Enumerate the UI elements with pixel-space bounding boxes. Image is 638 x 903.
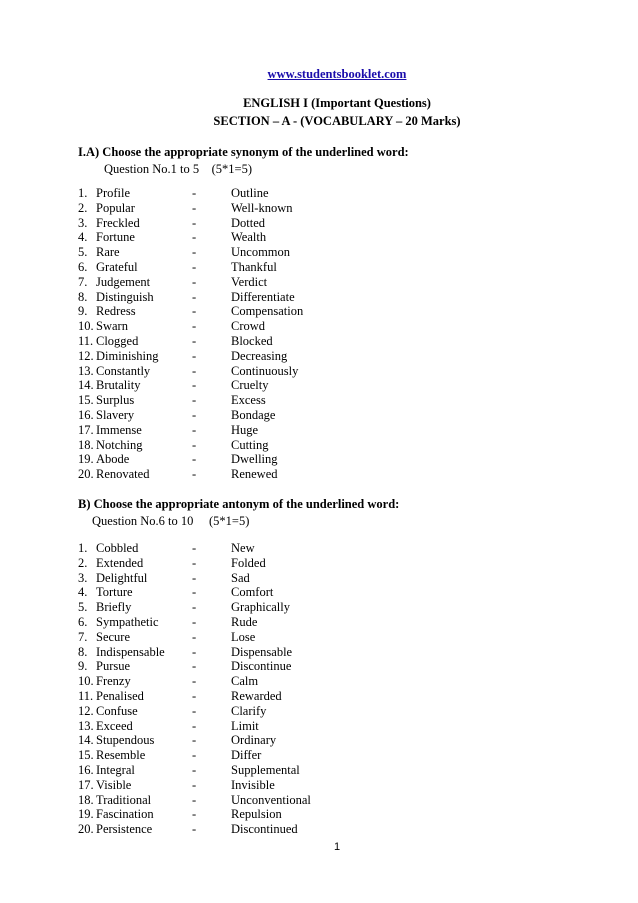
item-number: 5.: [78, 245, 88, 260]
item-separator: -: [192, 762, 197, 777]
list-item: [78, 349, 378, 364]
item-number: 8.: [78, 644, 88, 659]
item-answer: Ordinary: [231, 733, 277, 748]
item-number: 8.: [78, 289, 88, 304]
item-number: 10.: [78, 674, 94, 689]
list-item: [78, 245, 378, 260]
item-separator: -: [192, 600, 197, 615]
section-title: SECTION – A - (VOCABULARY – 20 Marks): [213, 114, 461, 128]
item-separator: -: [192, 614, 197, 629]
item-separator: -: [192, 304, 197, 319]
item-separator: -: [192, 629, 197, 644]
item-separator: -: [192, 555, 197, 570]
item-number: 12.: [78, 348, 94, 363]
item-number: 12.: [78, 703, 94, 718]
item-separator: -: [192, 777, 197, 792]
item-separator: -: [192, 570, 197, 585]
list-item: [78, 748, 378, 763]
item-number: 2.: [78, 555, 88, 570]
list-item: [78, 630, 378, 645]
item-word: Constantly: [96, 363, 151, 378]
item-separator: -: [192, 467, 197, 482]
item-word: Stupendous: [96, 733, 155, 748]
item-answer: Decreasing: [231, 348, 288, 363]
item-answer: Dispensable: [231, 644, 293, 659]
item-word: Penalised: [96, 688, 144, 703]
list-item: [78, 304, 378, 319]
list-item: [78, 378, 378, 393]
item-number: 13.: [78, 363, 94, 378]
item-number: 14.: [78, 733, 94, 748]
item-answer: Folded: [231, 555, 266, 570]
item-word: Torture: [96, 585, 133, 600]
item-separator: -: [192, 688, 197, 703]
item-number: 6.: [78, 614, 88, 629]
list-item: [78, 704, 378, 719]
item-separator: -: [192, 393, 197, 408]
synonym-list: [78, 186, 378, 482]
item-word: Redress: [96, 304, 136, 319]
item-number: 1.: [78, 186, 88, 200]
list-item: [78, 438, 378, 453]
item-answer: Comfort: [231, 585, 274, 600]
item-word: Resemble: [96, 748, 146, 763]
item-word: Profile: [96, 186, 131, 200]
antonym-list: [78, 541, 378, 837]
antonym-heading: B) Choose the appropriate antonym of the underlined word:: [78, 497, 400, 511]
item-separator: -: [192, 200, 197, 215]
item-answer: Supplemental: [231, 762, 300, 777]
item-word: Abode: [96, 452, 130, 467]
item-word: Briefly: [96, 600, 132, 615]
item-answer: Excess: [231, 393, 266, 408]
item-word: Renovated: [96, 467, 150, 482]
item-word: Diminishing: [96, 348, 159, 363]
item-separator: -: [192, 644, 197, 659]
item-separator: -: [192, 541, 197, 555]
item-answer: Cutting: [231, 437, 269, 452]
item-answer: Continuously: [231, 363, 299, 378]
item-answer: Calm: [231, 674, 259, 689]
synonym-heading: I.A) Choose the appropriate synonym of the underlined word:: [78, 145, 409, 159]
item-separator: -: [192, 259, 197, 274]
item-word: Swarn: [96, 319, 128, 334]
item-word: Secure: [96, 629, 131, 644]
item-answer: Verdict: [231, 274, 268, 289]
website-link[interactable]: www.studentsbooklet.com: [267, 67, 407, 81]
item-number: 1.: [78, 541, 88, 555]
item-answer: Discontinued: [231, 822, 298, 837]
item-answer: Unconventional: [231, 792, 311, 807]
item-number: 13.: [78, 718, 94, 733]
item-number: 19.: [78, 807, 94, 822]
list-item: [78, 793, 378, 808]
list-item: [78, 659, 378, 674]
item-word: Sympathetic: [96, 614, 159, 629]
item-answer: Dotted: [231, 215, 266, 230]
item-separator: -: [192, 703, 197, 718]
item-separator: -: [192, 407, 197, 422]
item-answer: Repulsion: [231, 807, 282, 822]
list-item: [78, 275, 378, 290]
item-number: 16.: [78, 762, 94, 777]
antonym-subheading: Question No.6 to 10 (5*1=5): [92, 514, 250, 528]
item-answer: Discontinue: [231, 659, 292, 674]
item-answer: Differentiate: [231, 289, 295, 304]
list-item: [78, 423, 378, 438]
list-item: [78, 778, 378, 793]
item-word: Confuse: [96, 703, 138, 718]
item-number: 4.: [78, 585, 88, 600]
item-answer: Lose: [231, 629, 256, 644]
item-number: 14.: [78, 378, 94, 393]
item-number: 4.: [78, 230, 88, 245]
item-answer: Dwelling: [231, 452, 278, 467]
list-item: [78, 230, 378, 245]
list-item: [78, 822, 378, 837]
item-separator: -: [192, 333, 197, 348]
item-number: 3.: [78, 570, 88, 585]
item-answer: Crowd: [231, 319, 266, 334]
item-separator: -: [192, 289, 197, 304]
item-word: Fortune: [96, 230, 135, 245]
item-number: 18.: [78, 437, 94, 452]
item-number: 16.: [78, 407, 94, 422]
list-item: [78, 571, 378, 586]
item-answer: Outline: [231, 186, 269, 200]
item-number: 2.: [78, 200, 88, 215]
item-answer: Clarify: [231, 703, 267, 718]
item-answer: Wealth: [231, 230, 267, 245]
item-word: Notching: [96, 437, 143, 452]
list-item: [78, 541, 378, 556]
list-item: [78, 201, 378, 216]
item-separator: -: [192, 245, 197, 260]
item-word: Integral: [96, 762, 135, 777]
item-number: 15.: [78, 748, 94, 763]
item-word: Slavery: [96, 407, 135, 422]
item-number: 17.: [78, 777, 94, 792]
item-number: 9.: [78, 304, 88, 319]
item-word: Judgement: [96, 274, 151, 289]
list-item: [78, 719, 378, 734]
item-word: Clogged: [96, 333, 139, 348]
item-separator: -: [192, 215, 197, 230]
list-item: [78, 733, 378, 748]
list-item: [78, 689, 378, 704]
item-answer: Blocked: [231, 333, 273, 348]
item-word: Freckled: [96, 215, 140, 230]
page-number: 1: [334, 841, 341, 853]
item-number: 7.: [78, 274, 88, 289]
item-word: Exceed: [96, 718, 133, 733]
item-answer: Bondage: [231, 407, 276, 422]
item-word: Grateful: [96, 259, 138, 274]
item-answer: Cruelty: [231, 378, 269, 393]
item-word: Delightful: [96, 570, 148, 585]
list-item: [78, 645, 378, 660]
item-separator: -: [192, 733, 197, 748]
list-item: [78, 763, 378, 778]
item-answer: Graphically: [231, 600, 291, 615]
item-number: 11.: [78, 688, 94, 703]
item-number: 7.: [78, 629, 88, 644]
item-word: Rare: [96, 245, 120, 260]
item-word: Persistence: [96, 822, 153, 837]
item-answer: Rude: [231, 614, 258, 629]
item-number: 6.: [78, 259, 88, 274]
item-answer: Renewed: [231, 467, 278, 482]
item-word: Pursue: [96, 659, 131, 674]
list-item: [78, 290, 378, 305]
synonym-subheading: Question No.1 to 5 (5*1=5): [104, 162, 253, 176]
list-item: [78, 467, 378, 482]
item-answer: Invisible: [231, 777, 275, 792]
document-title: ENGLISH I (Important Questions): [243, 96, 431, 110]
item-separator: -: [192, 807, 197, 822]
list-item: [78, 408, 378, 423]
item-word: Traditional: [96, 792, 152, 807]
item-number: 9.: [78, 659, 88, 674]
item-separator: -: [192, 378, 197, 393]
item-word: Immense: [96, 422, 142, 437]
item-separator: -: [192, 674, 197, 689]
item-word: Popular: [96, 200, 135, 215]
item-answer: Differ: [231, 748, 262, 763]
item-number: 15.: [78, 393, 94, 408]
item-answer: Uncommon: [231, 245, 291, 260]
list-item: [78, 393, 378, 408]
item-separator: -: [192, 452, 197, 467]
list-item: [78, 319, 378, 334]
item-answer: Well-known: [231, 200, 293, 215]
item-word: Surplus: [96, 393, 135, 408]
item-separator: -: [192, 792, 197, 807]
list-item: [78, 334, 378, 349]
list-item: [78, 260, 378, 275]
item-number: 10.: [78, 319, 94, 334]
list-item: [78, 556, 378, 571]
item-answer: Huge: [231, 422, 259, 437]
item-number: 5.: [78, 600, 88, 615]
item-separator: -: [192, 319, 197, 334]
item-word: Distinguish: [96, 289, 154, 304]
item-separator: -: [192, 585, 197, 600]
item-word: Visible: [96, 777, 132, 792]
item-answer: Sad: [231, 570, 250, 585]
item-separator: -: [192, 274, 197, 289]
list-item: [78, 585, 378, 600]
item-separator: -: [192, 437, 197, 452]
list-item: [78, 600, 378, 615]
item-separator: -: [192, 348, 197, 363]
list-item: [78, 452, 378, 467]
list-item: [78, 364, 378, 379]
item-separator: -: [192, 186, 197, 200]
item-separator: -: [192, 822, 197, 837]
item-answer: Rewarded: [231, 688, 282, 703]
item-separator: -: [192, 718, 197, 733]
item-answer: Limit: [231, 718, 259, 733]
item-number: 3.: [78, 215, 88, 230]
item-number: 20.: [78, 822, 94, 837]
item-number: 20.: [78, 467, 94, 482]
item-word: Fascination: [96, 807, 154, 822]
item-number: 11.: [78, 333, 94, 348]
item-number: 19.: [78, 452, 94, 467]
item-word: Cobbled: [96, 541, 139, 555]
item-answer: Compensation: [231, 304, 304, 319]
item-separator: -: [192, 748, 197, 763]
list-item: [78, 615, 378, 630]
list-item: [78, 216, 378, 231]
list-item: [78, 674, 378, 689]
item-separator: -: [192, 363, 197, 378]
item-separator: -: [192, 230, 197, 245]
item-number: 18.: [78, 792, 94, 807]
item-separator: -: [192, 659, 197, 674]
item-word: Brutality: [96, 378, 141, 393]
item-word: Indispensable: [96, 644, 165, 659]
item-number: 17.: [78, 422, 94, 437]
item-word: Frenzy: [96, 674, 131, 689]
list-item: [78, 807, 378, 822]
item-word: Extended: [96, 555, 144, 570]
item-answer: New: [231, 541, 255, 555]
item-separator: -: [192, 422, 197, 437]
list-item: [78, 186, 378, 201]
item-answer: Thankful: [231, 259, 277, 274]
